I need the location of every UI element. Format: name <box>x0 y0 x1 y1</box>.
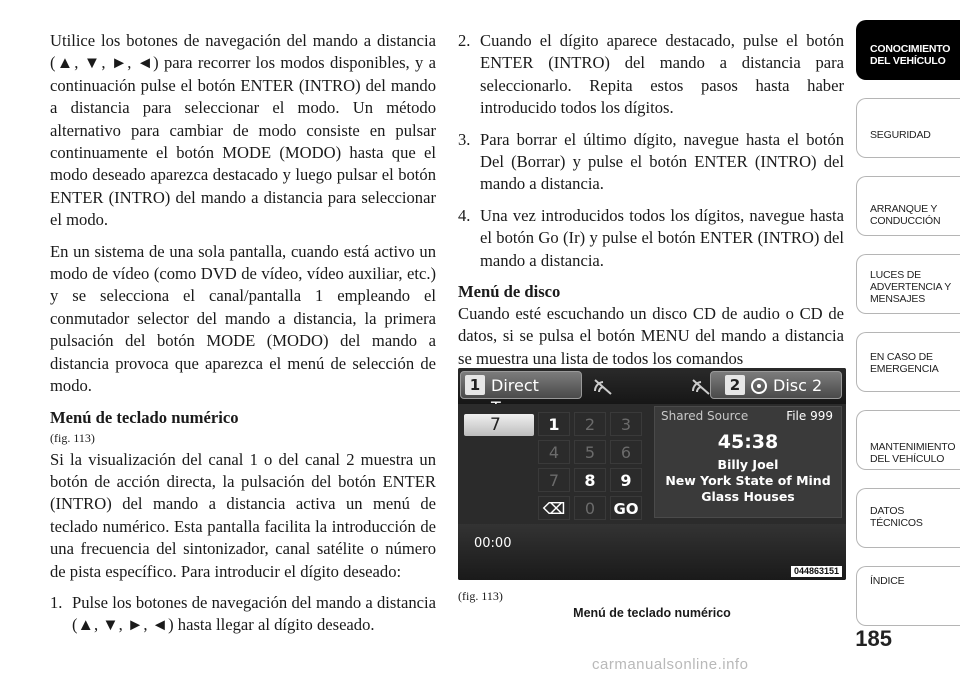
disc-icon <box>751 378 767 394</box>
step-item <box>458 129 844 196</box>
figure-bottom-bar <box>458 524 846 580</box>
step-item <box>50 592 436 637</box>
key-3: 3 <box>610 412 642 436</box>
key-1: 1 <box>538 412 570 436</box>
figure-code: 044863151 <box>791 566 842 577</box>
left-column <box>50 30 436 646</box>
tab-label: ÍNDICE <box>870 575 905 587</box>
track-name: New York State of Mind <box>665 473 831 488</box>
key-0: 0 <box>574 496 606 520</box>
tab-label: MANTENIMIENTO DEL VEHÍCULO <box>870 441 956 465</box>
source-label: Shared Source <box>661 409 749 423</box>
key-6: 6 <box>610 440 642 464</box>
key-5: 5 <box>574 440 606 464</box>
step-number: 3. <box>458 129 471 149</box>
tab-datos[interactable] <box>856 488 960 548</box>
channel-2-tab <box>710 371 842 399</box>
now-playing-panel <box>654 406 842 518</box>
heading-disc-menu: Menú de disco <box>458 282 561 302</box>
elapsed-time: 00:00 <box>474 536 512 551</box>
key-9: 9 <box>610 468 642 492</box>
tab-indice[interactable] <box>856 566 960 626</box>
channel-1-badge: 1 <box>465 375 485 395</box>
key-2: 2 <box>574 412 606 436</box>
key-4: 4 <box>538 440 570 464</box>
watermark: carmanualsonline.info <box>592 656 749 673</box>
tab-seguridad[interactable] <box>856 98 960 158</box>
channel-2-label: Disc 2 <box>773 376 823 395</box>
heading-keypad-menu: Menú de teclado numérico <box>50 407 239 427</box>
channel-2-badge: 2 <box>725 375 745 395</box>
step-number: 2. <box>458 31 471 50</box>
step-number: 1. <box>50 592 63 612</box>
artist-name: Billy Joel <box>717 457 779 472</box>
right-column <box>458 30 844 379</box>
tab-mantenimiento[interactable] <box>856 410 960 470</box>
page-number: 185 <box>855 626 892 651</box>
tab-conocimiento[interactable] <box>856 20 960 80</box>
figure-top-bar <box>458 368 846 404</box>
step-text: Pulse los botones de navegación del mando a distancia (▲, ▼, ►, ◄) hasta llegar al dígito deseado. <box>72 592 436 635</box>
step-number: 4. <box>458 205 471 225</box>
tab-label: SEGURIDAD <box>870 129 931 141</box>
figure-label: (fig. 113) <box>458 589 503 603</box>
paragraph-keypad: Si la visualización del canal 1 o del canal 2 muestra un botón de acción directa, la pulsación del botón ENTER (INTRO) del mando a distancia activa un menú de teclado numérico. Esta pantalla facilita la introducción de una frecuencia del sintonizador, canal satélite o número de pista específico. Para introducir el dígito deseado: <box>50 449 436 581</box>
go-key: GO <box>610 496 642 520</box>
tab-label: CONOCIMIENTO DEL VEHÍCULO <box>870 43 951 67</box>
steps-list <box>50 592 436 637</box>
channel-1-label: Direct <box>491 376 539 395</box>
track-time: 45:38 <box>717 431 779 453</box>
no-signal-icon <box>592 377 614 397</box>
no-signal-icon <box>690 377 712 397</box>
tab-luces[interactable] <box>856 254 960 314</box>
delete-key-icon: ⌫ <box>538 496 570 520</box>
figure-reference: (fig. 113) <box>50 430 95 445</box>
step-text: Una vez introducidos todos los dígitos, navegue hasta el botón Go (Ir) y pulse el botón ENTER (INTRO) del mando a distancia. <box>480 205 844 270</box>
paragraph-modes: Utilice los botones de navegación del mando a distancia (▲, ▼, ►, ◄) para recorrer los modos disponibles, y a continuación pulse el botón ENTER (INTRO) del mando a distancia para seleccionar el modo. Un método alternativo para cambiar de modo consiste en pulsar continuamente el botón MODE (MODO) hasta que el modo deseado aparezca destacado y luego pulsar el botón ENTER (INTRO) del mando a distancia para seleccionar el modo. <box>50 31 436 230</box>
steps-list-continued <box>458 30 844 272</box>
entry-display: 7 <box>464 414 534 436</box>
step-item <box>458 205 844 272</box>
key-8: 8 <box>574 468 606 492</box>
paragraph-disc-menu: Cuando esté escuchando un disco CD de audio o CD de datos, si se pulsa el botón MENU del mando a distancia se muestra una lista de todos los comandos <box>458 304 844 368</box>
step-text: Cuando el dígito aparece destacado, pulse el botón ENTER (INTRO) del mando a distancia para seleccionarlo. Repita estos pasos hasta haber introducido todos los dígitos. <box>480 31 844 118</box>
keypad-menu-figure <box>458 368 846 580</box>
step-item <box>458 30 844 120</box>
tab-arranque[interactable] <box>856 176 960 236</box>
paragraph-single-screen: En un sistema de una sola pantalla, cuando está activo un modo de vídeo (como DVD de vídeo, vídeo auxiliar, etc.) y se selecciona el canal/pantalla 1 empleando el conmutador selector del mando a distancia, la primera pulsación del botón MODE (MODO) del mando a distancia provoca que aparezca el menú de selección de modo. <box>50 241 436 396</box>
step-text: Para borrar el último dígito, navegue hasta el botón Del (Borrar) y pulse el botón ENTER (INTRO) del mando a distancia. <box>480 129 844 194</box>
tab-label: LUCES DE ADVERTENCIA Y MENSAJES <box>870 269 952 305</box>
tab-label: ARRANQUE Y CONDUCCIÓN <box>870 203 941 227</box>
tab-label: EN CASO DE EMERGENCIA <box>870 351 939 375</box>
album-name: Glass Houses <box>701 489 795 504</box>
channel-1-tab <box>460 371 582 399</box>
tab-label: DATOS TÉCNICOS <box>870 505 923 529</box>
file-label: File 999 <box>786 409 833 423</box>
figure-body <box>458 404 846 524</box>
figure-caption: Menú de teclado numérico <box>573 606 731 620</box>
tab-emergencia[interactable] <box>856 332 960 392</box>
key-7: 7 <box>538 468 570 492</box>
